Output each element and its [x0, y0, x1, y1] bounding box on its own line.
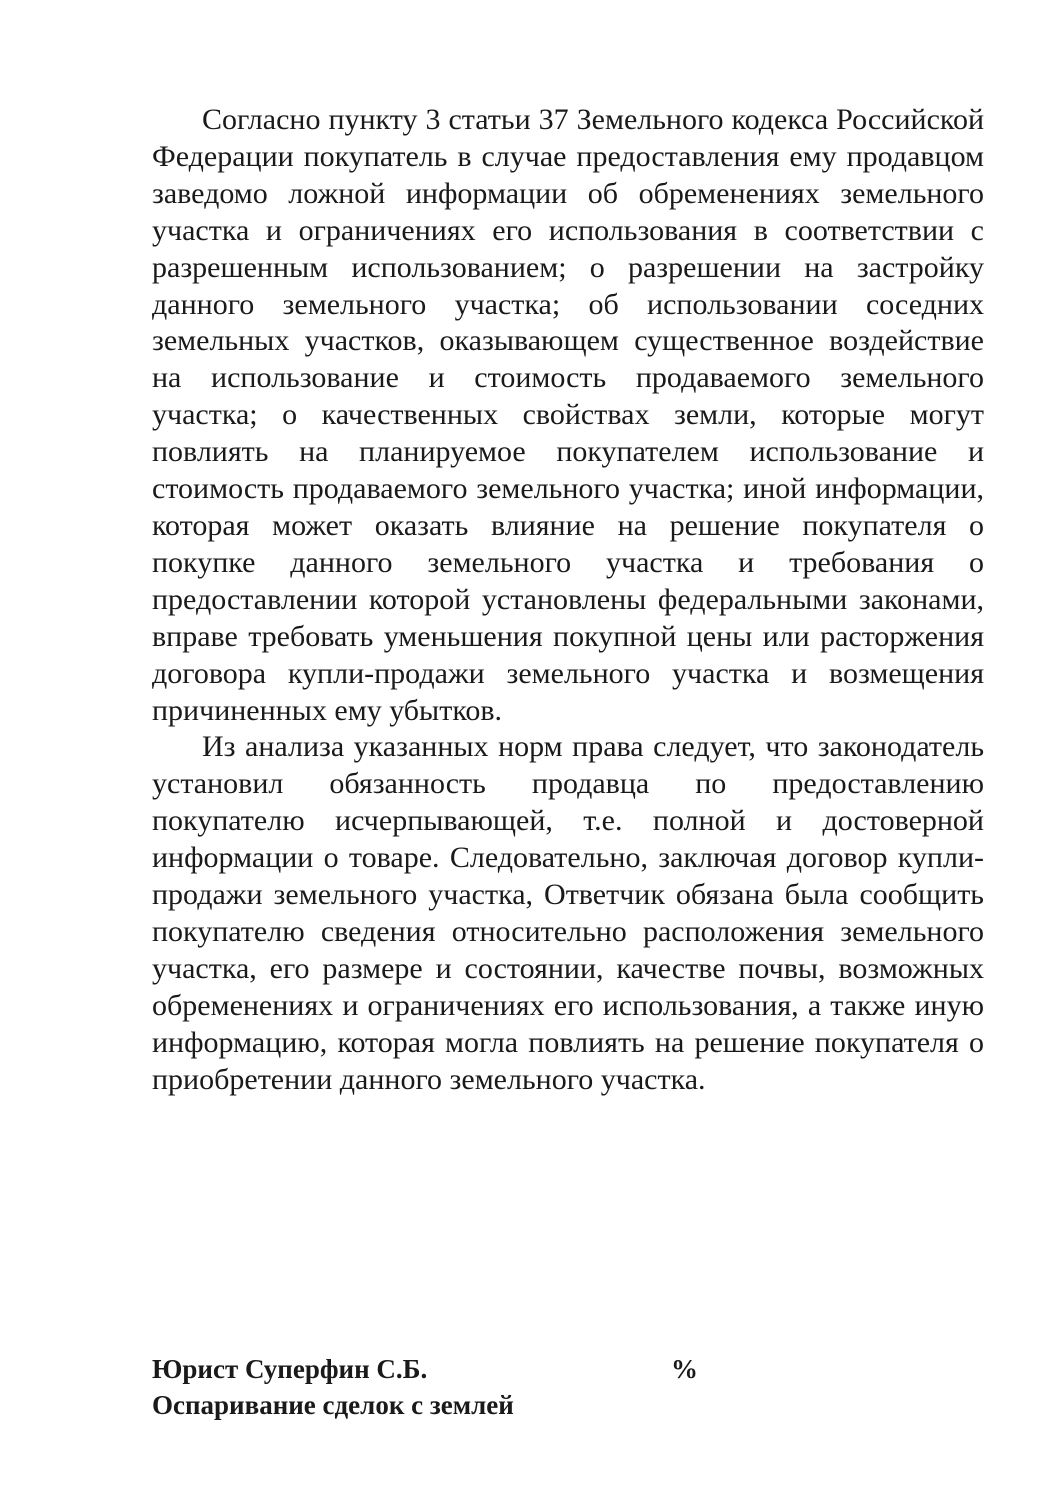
signature-subtitle-line [152, 1387, 752, 1423]
paragraph-land-code: Согласно пункту 3 статьи 37 Земельного кодекса Российской Федерации покупатель в случае предоставления ему продавцом заведомо ложной информации об обременениях земельного участка и ограничениях его использования в соответствии с разрешенным использованием; о разрешении на застройку данного земельного участка; об использовании соседних земельных участков, оказывающем существенное воздействие на использование и стоимость продаваемого земельного участка; о качественных свойствах земли, которые могут повлиять на планируемое покупателем использование и стоимость продаваемого земельного участка; иной информации, которая может оказать влияние на решение покупателя о покупке данного земельного участка и требования о предоставлении которой установлены федеральными законами, вправе требовать уменьшения покупной цены или расторжения договора купли-продажи земельного участка и возмещения причиненных ему убытков. [152, 103, 984, 727]
document-body [152, 102, 984, 1098]
signature-author: Юрист Суперфин С.Б. [152, 1354, 428, 1384]
signature-author-line [152, 1351, 752, 1387]
paragraph-analysis: Из анализа указанных норм права следует, что законодатель установил обязанность продавца по предоставлению покупателю исчерпывающей, т.е. полной и достоверной информации о товаре. Следовательно, заключая договор купли-продажи земельного участка, Ответчик обязана была сообщить покупателю сведения относительно расположения земельного участка, его размере и состоянии, качестве почвы, возможных обременениях и ограничениях его использования, а также иную информацию, которая могла повлиять на решение покупателя о приобретении данного земельного участка. [152, 730, 984, 1096]
signature-subtitle: Оспаривание сделок с землей [152, 1390, 514, 1420]
signature-mark: % [671, 1354, 698, 1384]
signature-block [152, 1351, 752, 1423]
